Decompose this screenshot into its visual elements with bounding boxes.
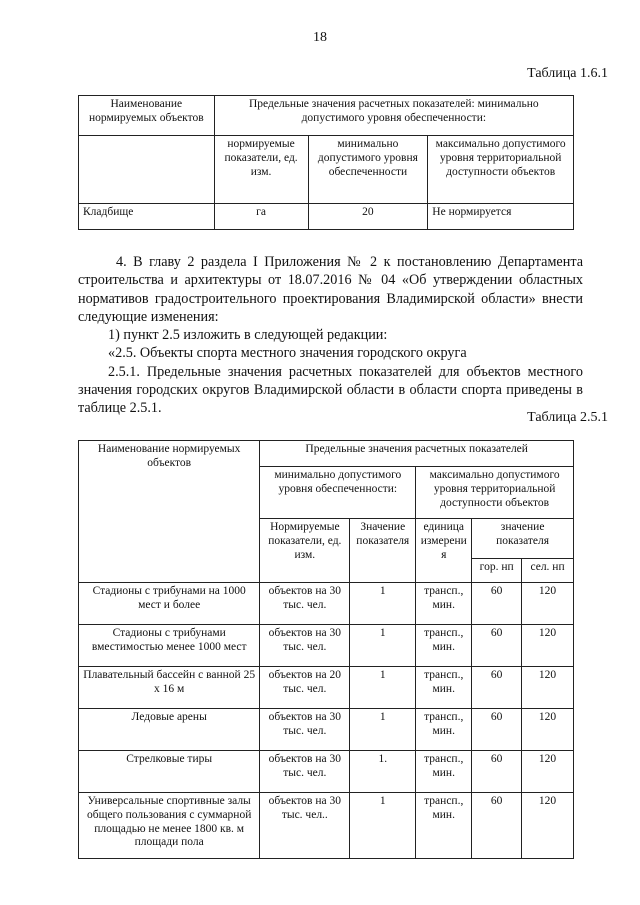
row-unit: трансп., мин. bbox=[416, 625, 472, 667]
row-unit: трансп., мин. bbox=[416, 751, 472, 793]
row-rural: 120 bbox=[522, 751, 574, 793]
row-norm: объектов на 30 тыс. чел.. bbox=[260, 793, 350, 859]
table1-cell-empty bbox=[79, 136, 215, 204]
row-city: 60 bbox=[472, 583, 522, 625]
row-unit: трансп., мин. bbox=[416, 583, 472, 625]
row-norm: объектов на 30 тыс. чел. bbox=[260, 583, 350, 625]
table-2-5-1 bbox=[78, 440, 574, 859]
paragraph-section-title: «2.5. Объекты спорта местного значения городского округа bbox=[108, 345, 467, 362]
paragraph-item: 1) пункт 2.5 изложить в следующей редакции: bbox=[108, 327, 388, 344]
row-name: Стадионы с трибунами вместимостью менее 1000 мест bbox=[79, 625, 260, 667]
row-city: 60 bbox=[472, 709, 522, 751]
row-value: 1 bbox=[350, 583, 416, 625]
row-rural: 120 bbox=[522, 793, 574, 859]
table-row bbox=[79, 709, 574, 751]
row-city: 60 bbox=[472, 625, 522, 667]
paragraph-section-text: 2.5.1. Предельные значения расчетных показателей для объектов местного значения городских округов Владимирской области в области спорта приведены в таблице 2.5.1. bbox=[78, 363, 583, 417]
table1-header-objects: Наименование нормируемых объектов bbox=[79, 96, 215, 136]
table1-row-unit: га bbox=[214, 204, 308, 230]
page-number: 18 bbox=[313, 30, 327, 45]
table-row bbox=[79, 667, 574, 709]
table1-subheader-max: максимально допустимого уровня территориальной доступности объектов bbox=[428, 136, 574, 204]
row-rural: 120 bbox=[522, 583, 574, 625]
row-value: 1 bbox=[350, 667, 416, 709]
paragraph-amendment: 4. В главу 2 раздела I Приложения № 2 к постановлению Департамента строительства и архитектуры от 18.07.2016 № 04 «Об утверждении областных нормативов градостроительного проектирования Владимирской области» внести следующие изменения: bbox=[78, 254, 583, 325]
row-value: 1 bbox=[350, 793, 416, 859]
row-name: Стадионы с трибунами на 1000 мест и более bbox=[79, 583, 260, 625]
row-city: 60 bbox=[472, 667, 522, 709]
row-unit: трансп., мин. bbox=[416, 709, 472, 751]
table2-col-unit: единица измерени я bbox=[416, 519, 472, 583]
table2-caption: Таблица 2.5.1 bbox=[527, 410, 608, 425]
table1-header-limits: Предельные значения расчетных показателей: минимально допустимого уровня обеспеченности: bbox=[214, 96, 573, 136]
row-rural: 120 bbox=[522, 625, 574, 667]
row-name: Универсальные спортивные залы общего пользования с суммарной площадью не менее 1800 кв. м площади пола bbox=[79, 793, 260, 859]
row-unit: трансп., мин. bbox=[416, 793, 472, 859]
table-row bbox=[79, 751, 574, 793]
table1-subheader-norm: нормируемые показатели, ед. изм. bbox=[214, 136, 308, 204]
row-norm: объектов на 20 тыс. чел. bbox=[260, 667, 350, 709]
row-norm: объектов на 30 тыс. чел. bbox=[260, 751, 350, 793]
table2-header-limits: Предельные значения расчетных показателей bbox=[260, 441, 574, 467]
row-value: 1. bbox=[350, 751, 416, 793]
row-rural: 120 bbox=[522, 709, 574, 751]
row-name: Стрелковые тиры bbox=[79, 751, 260, 793]
table2-header-max: максимально допустимого уровня территориальной доступности объектов bbox=[416, 467, 574, 519]
row-value: 1 bbox=[350, 709, 416, 751]
row-name: Плавательный бассейн с ванной 25 х 16 м bbox=[79, 667, 260, 709]
table-row bbox=[79, 625, 574, 667]
table-row bbox=[79, 793, 574, 859]
row-name: Ледовые арены bbox=[79, 709, 260, 751]
table-1-6-1 bbox=[78, 95, 574, 230]
row-norm: объектов на 30 тыс. чел. bbox=[260, 709, 350, 751]
row-unit: трансп., мин. bbox=[416, 667, 472, 709]
table2-col-value: Значение показателя bbox=[350, 519, 416, 583]
table2-header-objects: Наименование нормируемых объектов bbox=[79, 441, 260, 583]
row-value: 1 bbox=[350, 625, 416, 667]
row-city: 60 bbox=[472, 793, 522, 859]
table2-col-norm: Нормируемые показатели, ед. изм. bbox=[260, 519, 350, 583]
table2-col-value2: значение показателя bbox=[472, 519, 574, 559]
table2-header-min: минимально допустимого уровня обеспеченности: bbox=[260, 467, 416, 519]
table2-col-rural: сел. нп bbox=[522, 559, 574, 583]
table1-row-access: Не нормируется bbox=[428, 204, 574, 230]
row-city: 60 bbox=[472, 751, 522, 793]
table-row bbox=[79, 583, 574, 625]
table1-row-name: Кладбище bbox=[79, 204, 215, 230]
row-rural: 120 bbox=[522, 667, 574, 709]
body-text bbox=[78, 253, 583, 418]
table1-caption: Таблица 1.6.1 bbox=[527, 66, 608, 81]
table1-subheader-min: минимально допустимого уровня обеспеченности bbox=[308, 136, 428, 204]
table1-row-value: 20 bbox=[308, 204, 428, 230]
table2-col-city: гор. нп bbox=[472, 559, 522, 583]
row-norm: объектов на 30 тыс. чел. bbox=[260, 625, 350, 667]
